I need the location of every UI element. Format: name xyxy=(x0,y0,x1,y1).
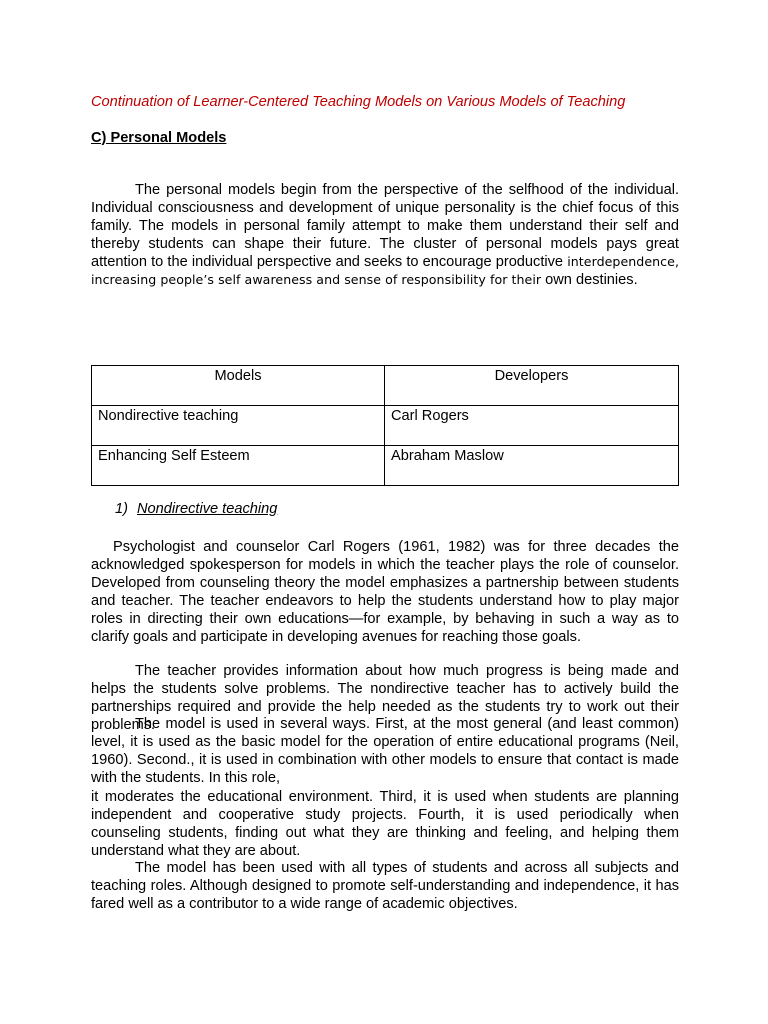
document-heading: Continuation of Learner-Centered Teaching Models on Various Models of Teaching xyxy=(91,94,626,110)
section-title: C) Personal Models xyxy=(91,130,227,146)
table-cell-developer: Carl Rogers xyxy=(385,406,679,446)
body-paragraph-1: Psychologist and counselor Carl Rogers (1961, 1982) was for three decades the acknowledged spokesperson for models in which the teacher plays the role of counselor. Developed from counseling theory the model emphasizes a partnership between students and teacher. The teacher endeavors to help the students understand how to play major roles in directing their own educations—for example, by behaving in such a way as to clarify goals and participate in developing avenues for reaching those goals. xyxy=(91,539,679,645)
body-paragraph-4: it moderates the educational environment. Third, it is used when students are planning independent and cooperative study projects. Fourth, it is used periodically when counseling students, finding out what they are thinking and feeling, and helping them understand what they are about. xyxy=(91,789,679,859)
intro-text-part2: interdependence, increasing people’s self awareness and sense of responsibility for their xyxy=(91,254,679,287)
intro-text-part1: The personal models begin from the perspective of the selfhood of the individual. Individual consciousness and development of unique personality is the chief focus of this family. The models in personal family attempt to make them understand their self and thereby students can shape their future. The cluster of personal models pays great attention to the individual perspective and seeks to encourage productive xyxy=(91,182,679,270)
table-cell-developer: Abraham Maslow xyxy=(385,446,679,486)
body-paragraph-3: The model is used in several ways. First, at the most general (and least common) level, it is used as the basic model for the operation of entire educational programs (Neil, 1960). Second., it is used in combination with other models to ensure that contact is made with the students. In this role, xyxy=(91,716,679,786)
table-row xyxy=(92,406,679,446)
body-paragraph-2: The teacher provides information about how much progress is being made and helps the students solve problems. The nondirective teacher has to actively build the partnerships required and provide the help needed as the students try to work out their problems. xyxy=(91,663,679,733)
table-cell-model: Nondirective teaching xyxy=(92,406,385,446)
intro-text-part3: own destinies. xyxy=(545,272,638,288)
table-header-models: Models xyxy=(92,366,385,406)
subsection-heading xyxy=(115,500,277,518)
table-header-developers: Developers xyxy=(385,366,679,406)
intro-paragraph xyxy=(91,181,679,289)
models-table xyxy=(91,365,679,486)
table-header-row xyxy=(92,366,679,406)
body-paragraph-5: The model has been used with all types of students and across all subjects and teaching roles. Although designed to promote self-understanding and independence, it has fared well as a contributor to a wide range of academic objectives. xyxy=(91,860,679,912)
table-row xyxy=(92,446,679,486)
subsection-number: 1) xyxy=(115,501,128,517)
subsection-title: Nondirective teaching xyxy=(137,501,278,517)
table-cell-model: Enhancing Self Esteem xyxy=(92,446,385,486)
